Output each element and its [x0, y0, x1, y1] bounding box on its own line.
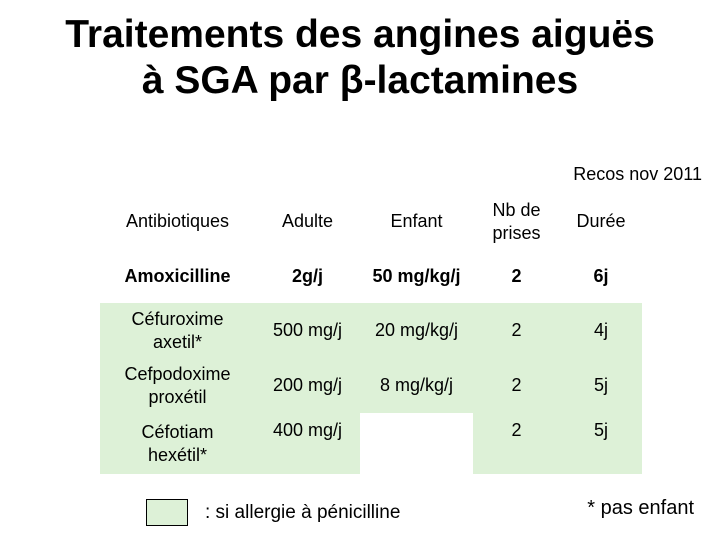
cell-antibiotique: Céfotiam hexétil*	[100, 413, 255, 474]
cell-adulte: 500 mg/j	[255, 303, 360, 358]
slide-title	[0, 12, 720, 104]
cell-duree: 4j	[560, 303, 642, 358]
header-adulte: Adulte	[281, 211, 334, 231]
title-line-2: à SGA par β-lactamines	[141, 59, 579, 102]
cell-antibiotique: Cefpodoxime proxétil	[100, 358, 255, 413]
cell-adulte: 400 mg/j	[255, 413, 360, 474]
header-nb-prises: Nb de prises	[492, 199, 541, 243]
legend-swatch	[146, 499, 188, 526]
antibiotics-table	[100, 193, 642, 474]
cell-nb-prises: 2	[473, 303, 560, 358]
cell-adulte: 2g/j	[291, 266, 323, 286]
cell-duree: 5j	[560, 358, 642, 413]
legend-text: : si allergie à pénicilline	[205, 502, 401, 523]
cell-antibiotique: Céfuroxime axetil*	[100, 303, 255, 358]
cell-enfant: 8 mg/kg/j	[360, 358, 473, 413]
recommendation-date: Recos nov 2011	[573, 164, 702, 184]
cell-nb-prises: 2	[473, 413, 560, 474]
cell-adulte: 200 mg/j	[255, 358, 360, 413]
cell-duree: 5j	[560, 413, 642, 474]
cell-nb-prises: 2	[473, 358, 560, 413]
header-antibiotiques: Antibiotiques	[125, 211, 230, 231]
title-line-1: Traitements des angines aiguës	[65, 13, 655, 56]
cell-duree: 6j	[593, 266, 609, 286]
cell-enfant	[360, 413, 473, 474]
cell-antibiotique: Amoxicilline	[124, 266, 231, 286]
cell-enfant: 50 mg/kg/j	[372, 266, 461, 286]
header-duree: Durée	[576, 211, 626, 231]
footnote: * pas enfant	[587, 497, 694, 519]
cell-nb-prises: 2	[511, 266, 522, 286]
header-enfant: Enfant	[390, 211, 443, 231]
cell-enfant: 20 mg/kg/j	[360, 303, 473, 358]
